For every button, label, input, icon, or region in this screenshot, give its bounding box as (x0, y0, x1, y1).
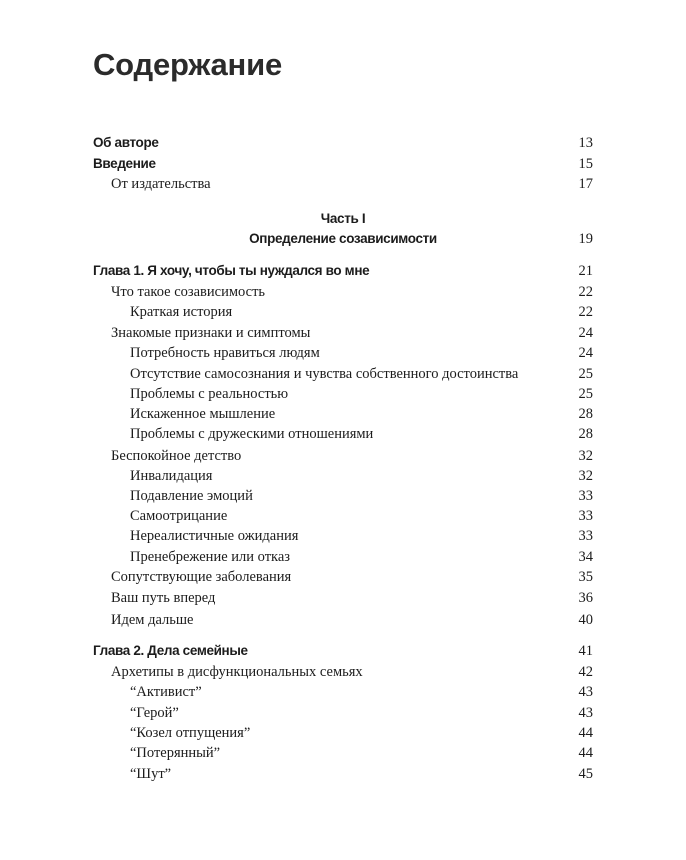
toc-entry-page: 32 (578, 468, 593, 484)
toc-entry-title: “Шут” (130, 766, 172, 782)
toc-entry[interactable] (0, 468, 686, 488)
toc-entry-page: 32 (578, 448, 593, 464)
toc-entry[interactable] (0, 612, 686, 632)
toc-entry[interactable] (0, 664, 686, 684)
toc-entry-title: Глава 2. Дела семейные (93, 643, 248, 658)
toc-entry[interactable] (0, 386, 686, 406)
toc-entry-title: Об авторе (93, 135, 159, 150)
toc-entry-title: Инвалидация (130, 468, 213, 484)
toc-entry-title: Краткая история (130, 304, 233, 320)
toc-entry[interactable] (0, 745, 686, 765)
toc-entry[interactable] (0, 549, 686, 569)
toc-entry-page: 24 (578, 325, 593, 341)
toc-entry-page: 17 (578, 176, 593, 192)
toc-entry-title: Введение (93, 156, 156, 171)
toc-entry-title: “Потерянный” (130, 745, 221, 761)
toc-entry-title: Проблемы с дружескими отношениями (130, 426, 374, 442)
toc-entry[interactable] (0, 684, 686, 704)
page-title: Содержание (93, 47, 282, 82)
toc-entry-page: 22 (578, 284, 593, 300)
toc-entry-page: 45 (578, 766, 593, 782)
toc-entry[interactable] (0, 766, 686, 786)
toc-entry-page: 22 (578, 304, 593, 320)
toc-entry[interactable] (0, 366, 686, 386)
toc-entry[interactable] (0, 508, 686, 528)
toc-entry[interactable] (0, 488, 686, 508)
toc-entry-page: 36 (578, 590, 593, 606)
toc-entry[interactable] (0, 448, 686, 468)
toc-entry-page: 28 (578, 426, 593, 442)
toc-entry-page: 33 (578, 508, 593, 524)
toc-entry-page: 40 (578, 612, 593, 628)
toc-entry[interactable] (0, 569, 686, 589)
toc-entry[interactable] (0, 284, 686, 304)
toc-entry-page: 28 (578, 406, 593, 422)
toc-entry[interactable] (0, 426, 686, 446)
toc-entry[interactable] (0, 528, 686, 548)
toc-entry-title: Нереалистичные ожидания (130, 528, 299, 544)
toc-entry-title: Отсутствие самосознания и чувства собственного достоинства (130, 366, 519, 382)
toc-entry-title: Что такое созависимость (111, 284, 266, 300)
toc-entry-chapter-2[interactable] (0, 643, 686, 663)
toc-entry-page: 33 (578, 488, 593, 504)
toc-entry[interactable] (0, 725, 686, 745)
toc-entry-about-author[interactable] (0, 135, 686, 155)
toc-entry[interactable] (0, 705, 686, 725)
toc-entry-title: От издательства (111, 176, 211, 192)
toc-entry-title: Проблемы с реальностью (130, 386, 289, 402)
toc-entry-page: 43 (578, 705, 593, 721)
toc-entry[interactable] (0, 325, 686, 345)
part-label: Часть I (320, 211, 366, 226)
toc-entry-page: 43 (578, 684, 593, 700)
toc-entry[interactable] (0, 345, 686, 365)
toc-entry-title: Беспокойное детство (111, 448, 242, 464)
toc-entry-title: Идем дальше (111, 612, 194, 628)
toc-entry-title: Сопутствующие заболевания (111, 569, 292, 585)
toc-entry-page: 42 (578, 664, 593, 680)
part-page: 19 (578, 231, 593, 247)
toc-entry-page: 25 (578, 366, 593, 382)
toc-entry-page: 13 (578, 135, 593, 151)
toc-entry-introduction[interactable] (0, 156, 686, 176)
toc-entry-title: Искаженное мышление (130, 406, 276, 422)
toc-entry[interactable] (0, 590, 686, 610)
toc-entry[interactable] (0, 304, 686, 324)
toc-entry-page: 44 (578, 725, 593, 741)
toc-entry-page: 33 (578, 528, 593, 544)
toc-entry-title: Подавление эмоций (130, 488, 253, 504)
toc-entry-page: 15 (578, 156, 593, 172)
toc-entry-page: 41 (578, 643, 593, 659)
toc-entry-title: Архетипы в дисфункциональных семьях (111, 664, 363, 680)
toc-entry[interactable] (0, 406, 686, 426)
toc-entry-page: 34 (578, 549, 593, 565)
toc-entry-from-publisher[interactable] (0, 176, 686, 196)
toc-entry-title: Потребность нравиться людям (130, 345, 320, 361)
toc-entry-title: Знакомые признаки и симптомы (111, 325, 311, 341)
toc-entry-title: Самоотрицание (130, 508, 228, 524)
toc-entry-chapter-1[interactable] (0, 263, 686, 283)
toc-entry-page: 24 (578, 345, 593, 361)
toc-entry-title: Ваш путь вперед (111, 590, 216, 606)
toc-entry-page: 21 (578, 263, 593, 279)
toc-entry-page: 35 (578, 569, 593, 585)
toc-entry-page: 44 (578, 745, 593, 761)
toc-entry-title: Пренебрежение или отказ (130, 549, 291, 565)
toc-entry-page: 25 (578, 386, 593, 402)
toc-entry-title: Глава 1. Я хочу, чтобы ты нуждался во мне (93, 263, 370, 278)
part-title[interactable]: Определение созависимости (249, 231, 437, 246)
toc-entry-title: “Активист” (130, 684, 202, 700)
toc-entry-title: “Козел отпущения” (130, 725, 251, 741)
toc-entry-title: “Герой” (130, 705, 179, 721)
